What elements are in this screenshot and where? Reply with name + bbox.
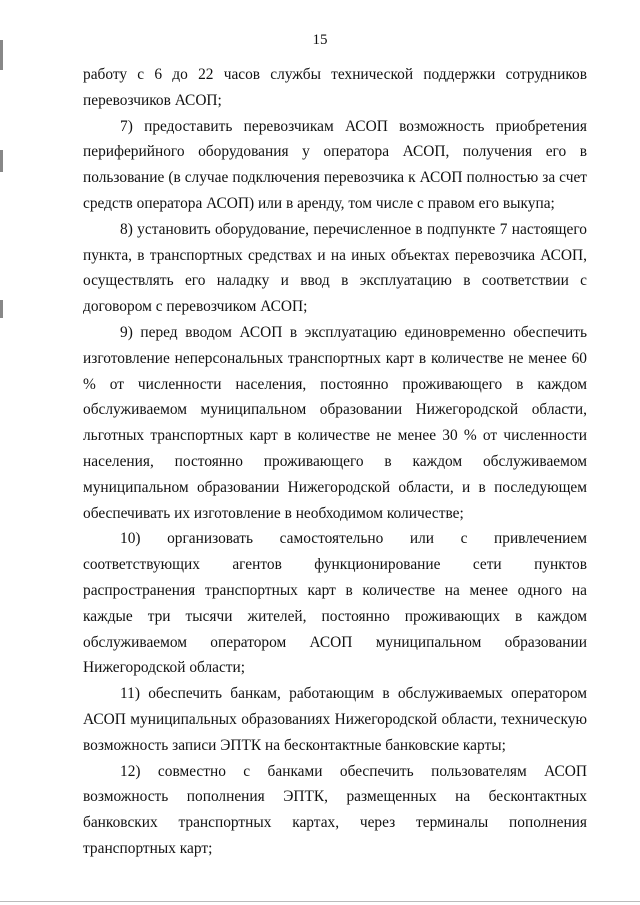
scan-edge-left [0,150,3,172]
paragraph-continuation: работу с 6 до 22 часов службы технической поддержки сотрудников перевозчиков АСОП; [83,66,587,109]
paragraph-item-11: 11) обеспечить банкам, работающим в обслуживаемых оператором АСОП муниципальных образованиях Нижегородской области, техническую возможность записи ЭПТК на бесконтактные банковские карты; [83,685,587,754]
paragraph-item-9: 9) перед вводом АСОП в эксплуатацию единовременно обеспечить изготовление неперсональных транспортных карт в количестве не менее 60 % от численности населения, постоянно проживающего в каждом обслуживаемом муниципальном образовании Нижегородской области, льготных транспортных карт в количестве не менее 30 % от численности населения, постоянно проживающего в каждом обслуживаемом муниципальном образовании Нижегородской области, и в последующем обеспечивать их изготовление в необходимом количестве; [83,323,587,522]
document-body [83,62,587,862]
paragraph-item-12: 12) совместно с банками обеспечить пользователям АСОП возможность пополнения ЭПТК, размещенных на бесконтактных банковских транспортных картах, через терминалы пополнения транспортных карт; [83,762,587,857]
paragraph-item-8: 8) установить оборудование, перечисленное в подпункте 7 настоящего пункта, в транспортных средствах и на иных объектах перевозчика АСОП, осуществлять его наладку и ввод в эксплуатацию в соответствии с договором с перевозчиком АСОП; [83,220,587,316]
page-number: 15 [312,32,328,48]
scan-edge-bottom [0,901,640,902]
paragraph-item-7: 7) предоставить перевозчикам АСОП возможность приобретения периферийного оборудования у оператора АСОП, получения его в пользование (в случае подключения перевозчика к АСОП полностью за счет средств оператора АСОП) или в аренду, том числе с правом его выкупа; [83,117,587,212]
scan-edge-left [0,300,3,318]
paragraph-item-10: 10) организовать самостоятельно или с привлечением соответствующих агентов функционирование сети пунктов распространения транспортных карт в количестве на менее одного на каждые три тысячи жителей, постоянно проживающих в каждом обслуживаемом оператором АСОП муниципальном образовании Нижегородской области; [83,530,587,677]
